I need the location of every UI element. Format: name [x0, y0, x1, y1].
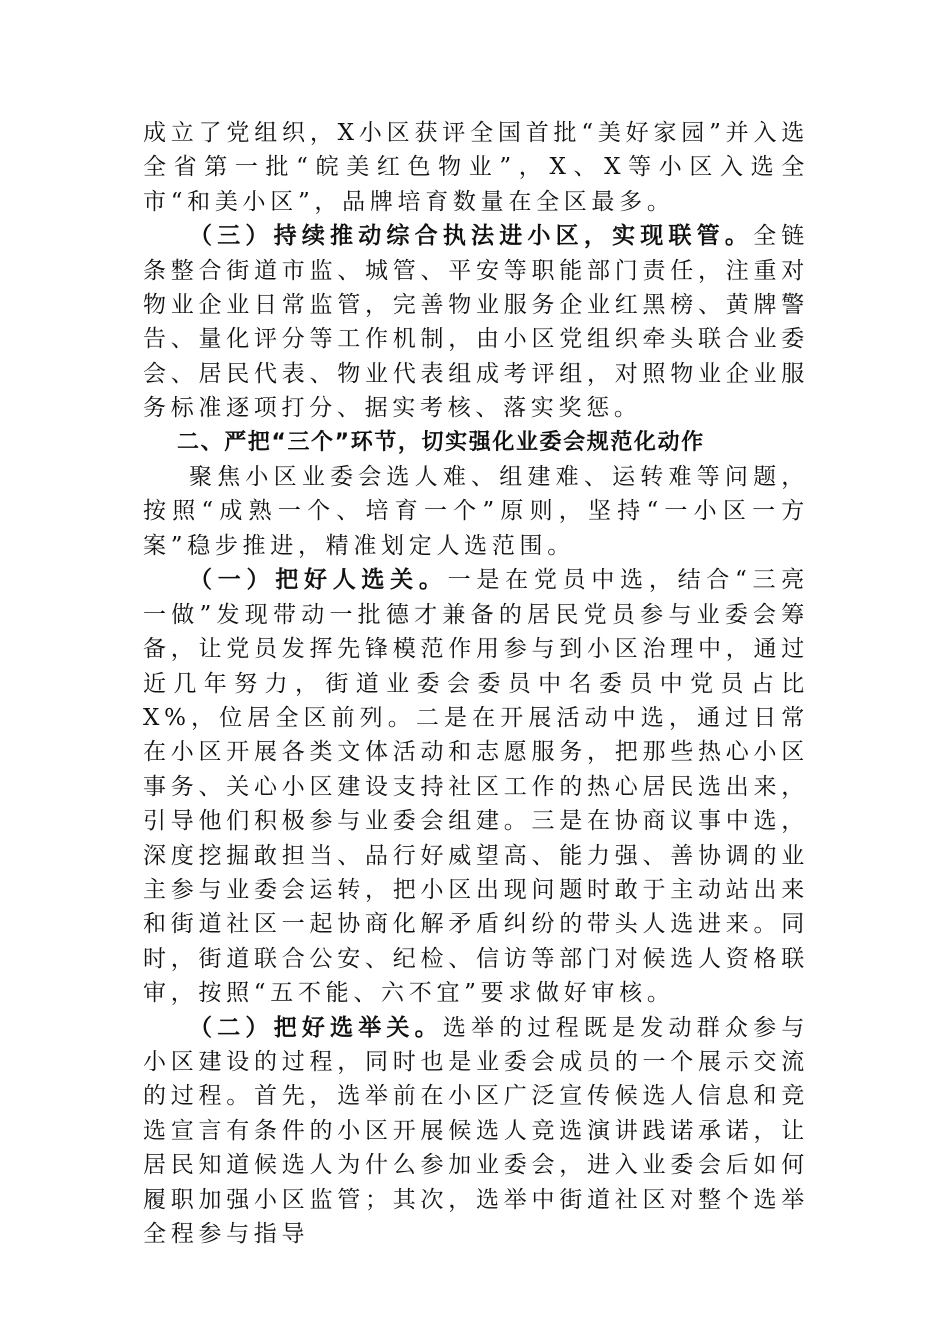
paragraph-text: 选举的过程既是发动群众参与小区建设的过程，同时也是业委会成员的一个展示交流的过程。首先，选举前在小区广泛宣传候选人信息和竞选宣言有条件的小区开展候选人竞选演讲践诺承诺，让居民知道候选人为什么参加业委会，进入业委会后如何履职加强小区监管；其次，选举中街道社区对整个选举全程参与指导: [143, 1014, 809, 1247]
paragraph-subsection-two: [143, 1011, 809, 1252]
paragraph-text: 聚焦小区业委会选人难、组建难、运转难等问题，按照“成熟一个、培育一个”原则，坚持“一小区一方案”稳步推进，精准划定人选范围。: [143, 464, 809, 559]
document-page: [143, 116, 809, 1251]
paragraph-section-three: [143, 219, 809, 425]
paragraph-continued: [143, 116, 809, 219]
paragraph-lead: （一）把好人选关。: [189, 566, 448, 594]
section-heading: 二、严把“三个”环节，切实强化业委会规范化动作: [177, 429, 705, 455]
paragraph-text: 全链条整合街道市监、城管、平安等职能部门责任，注重对物业企业日常监管，完善物业服务企业红黑榜、黄牌警告、量化评分等工作机制，由小区党组织牵头联合业委会、居民代表、物业代表组成考评组，对照物业企业服务标准逐项打分、据实考核、落实奖惩。: [143, 223, 809, 422]
paragraph-text: 一是在党员中选，结合“三亮一做”发现带动一批德才兼备的居民党员参与业委会筹备，让党员发挥先锋模范作用参与到小区治理中，通过近几年努力，街道业委会委员中名委员中党员占比X%，位居全区前列。二是在开展活动中选，通过日常在小区开展各类文体活动和志愿服务，把那些热心小区事务、关心小区建设支持社区工作的热心居民选出来，引导他们积极参与业委会组建。三是在协商议事中选，深度挖掘敢担当、品行好威望高、能力强、善协调的业主参与业委会运转，把小区出现问题时敢于主动站出来和街道社区一起协商化解矛盾纠纷的带头人选进来。同时，街道联合公安、纪检、信访等部门对候选人资格联审，按照“五不能、六不宜”要求做好审核。: [143, 567, 809, 1007]
paragraph-subsection-one: [143, 563, 809, 1010]
paragraph-intro: [143, 460, 809, 563]
paragraph-lead: （三）持续推动综合执法进小区，实现联管。: [189, 222, 754, 250]
paragraph-text: 成立了党组织，X小区获评全国首批“美好家园”并入选全省第一批“皖美红色物业”，X、X等小区入选全市“和美小区”，品牌培育数量在全区最多。: [143, 120, 809, 215]
paragraph-lead: （二）把好选举关。: [189, 1013, 443, 1041]
